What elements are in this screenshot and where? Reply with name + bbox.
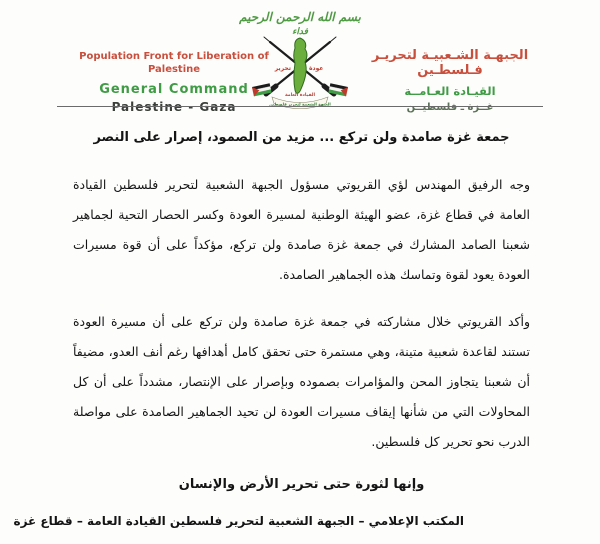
signature-line: المكتب الإعلامي – الجبهة الشعبية لتحرير فلسطين القيادة العامة – قطاع غزة [13, 514, 464, 528]
emblem-graphic [250, 36, 350, 112]
header-divider [57, 106, 543, 107]
pflp-gc-emblem [250, 36, 350, 112]
org-name-english: Population Front for Liberation of Palestine [79, 51, 269, 75]
letterhead-english [76, 50, 272, 114]
org-name-arabic: الجبهـة الشـعبيـة لتحريـر فـلسطـين [371, 48, 529, 78]
palestine-map-icon [294, 38, 307, 93]
letter-paragraph-1: وجه الرفيق المهندس لؤي القريوتي مسؤول الجبهة الشعبية لتحرير فلسطين القيادة العامة في قطاع غزة، عضو الهيئة الوطنية لمسيرة العودة وكسر الحصار التحية لجماهير شعبنا الصامد المشارك في جمعة غزة صامدة ولن تركع، مؤكداً على أن قوة مسيرات العودة يعود لقوة وتماسك هذه الجماهير الصامدة. [73, 177, 530, 282]
org-branch-english: General Command [99, 82, 249, 97]
letterhead-arabic [352, 48, 548, 113]
fidaa-motto: فداء [292, 27, 308, 37]
letter-paragraph-2: وأكد القريوتي خلال مشاركته في جمعة غزة صامدة ولن تركع على أن مسيرة العودة تستند لقاعدة شعبية متينة، وهي مستمرة حتى تحقق كامل أهدافها رغم أنف العدو، مضيفاً أن شعبنا يتجاوز المحن والمؤامرات بصموده وبإصرار على الإنتصار، مشدداً على أن كل المحاولات التي من شأنها إيقاف مسيرات العودة لن تحيد الجماهير الصامدة على مواصلة الدرب نحو تحرير كل فلسطين. [73, 314, 530, 449]
emblem-label-awda: عودة [309, 65, 324, 72]
org-location-arabic: غــزة ـ فلسطيــن [406, 102, 494, 113]
emblem-band-top-text: القيادة العامة [284, 93, 316, 98]
org-location-english: Palestine - Gaza [111, 100, 237, 114]
emblem-label-tahrir: تحرير [274, 65, 291, 72]
org-branch-arabic: القيـادة العـامــة [404, 84, 496, 98]
letter-body [13, 130, 530, 528]
closing-slogan: وإنها لثورة حتى تحرير الأرض والإنسان [178, 477, 425, 492]
emblem-band-bottom-text: الجبهة الشعبية لتحرير فلسطين [269, 101, 331, 107]
bismillah-calligraphy: بسم الله الرحمن الرحيم [239, 10, 361, 24]
letter-title: جمعة غزة صامدة ولن تركع ... مزيد من الصمود، إصرار على النصر [93, 130, 510, 145]
